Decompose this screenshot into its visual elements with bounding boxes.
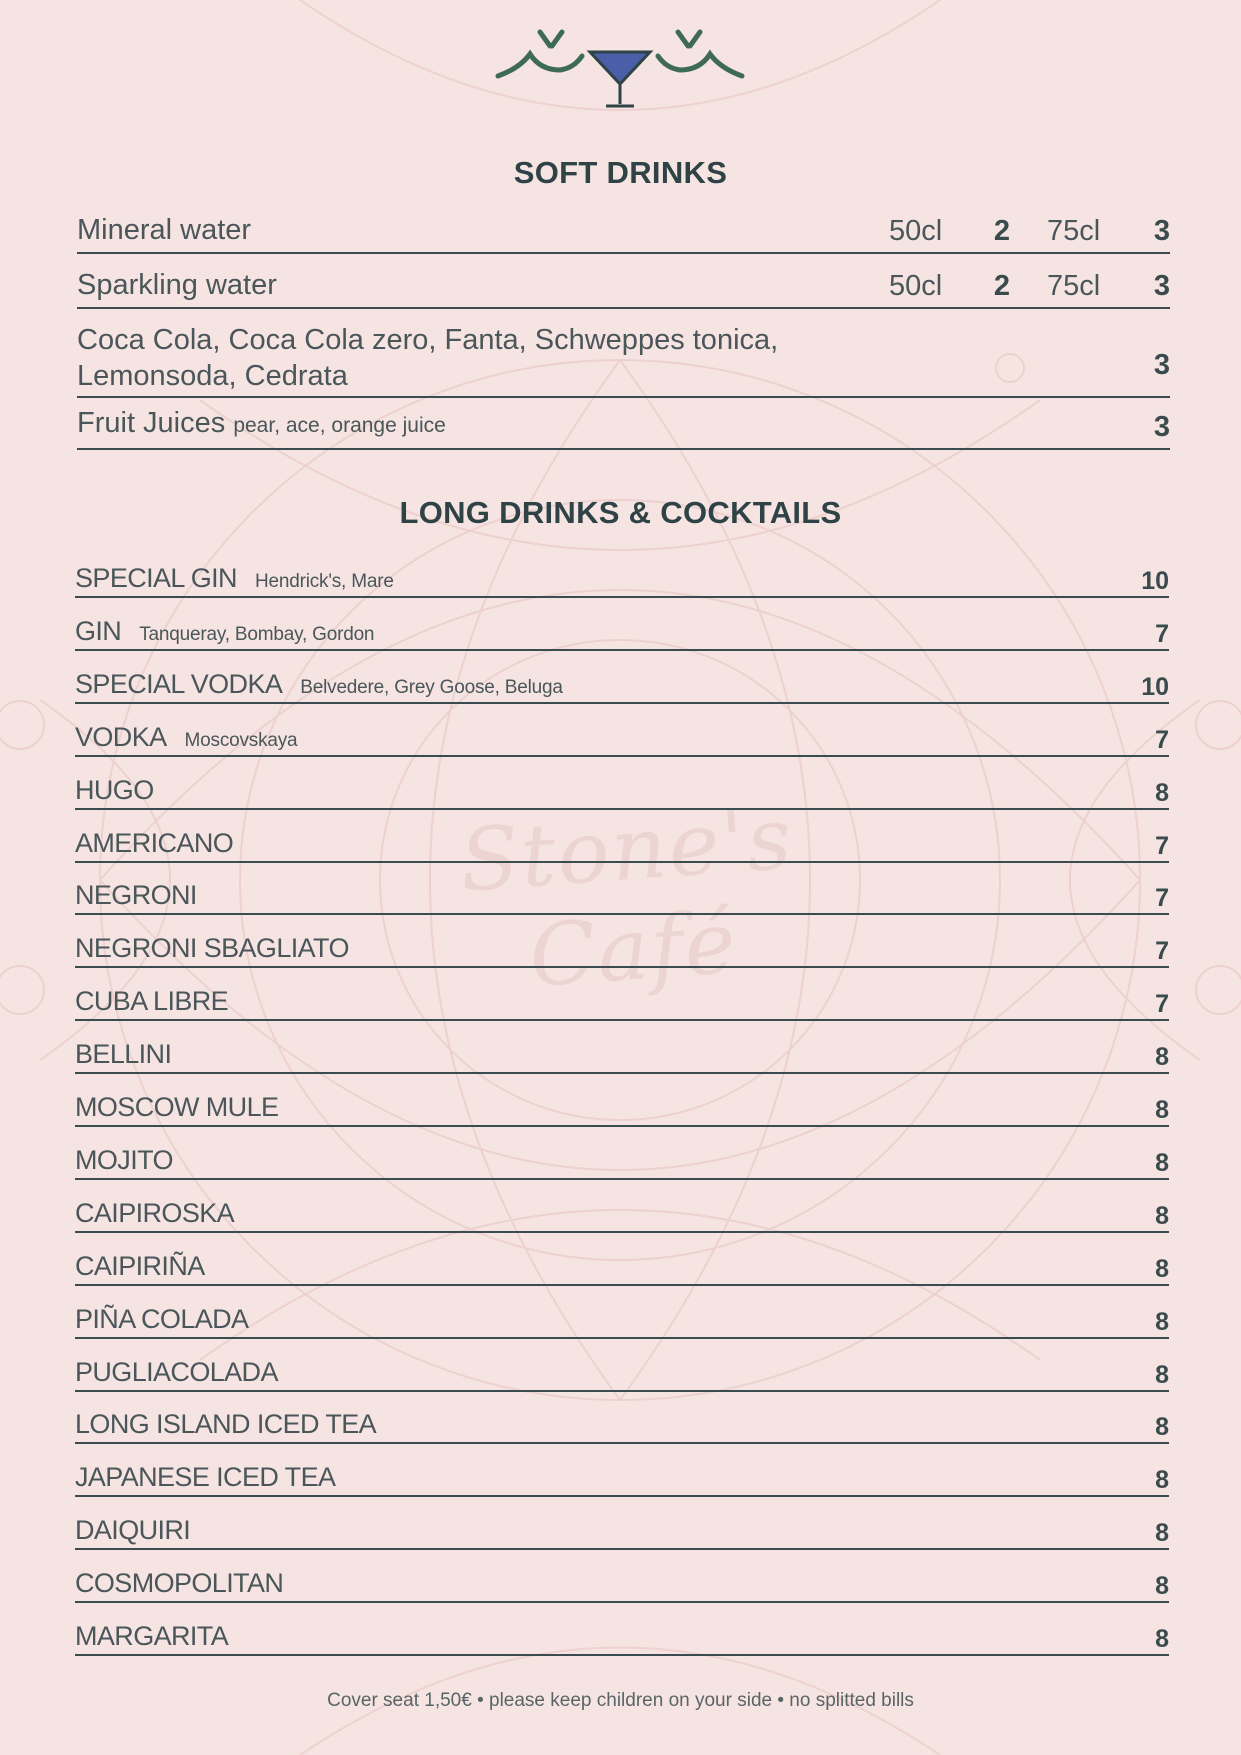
- drink-price: 7: [1155, 725, 1169, 754]
- drink-price: 8: [1155, 1625, 1169, 1653]
- drink-name: [75, 933, 349, 964]
- drink-row: [75, 1032, 1169, 1074]
- drink-price: 7: [1155, 619, 1169, 648]
- item-name-line2: Lemonsoda, Cedrata: [77, 360, 348, 392]
- menu-item-fruit-juices: [77, 408, 1170, 450]
- item-name: Sparkling water: [77, 269, 277, 301]
- item-price: 3: [1153, 349, 1170, 381]
- drink-price: 8: [1155, 1360, 1169, 1389]
- item-price: 3: [1153, 411, 1170, 443]
- menu-item-sparkling-water: [77, 265, 1170, 309]
- drink-price: 8: [1155, 1254, 1169, 1283]
- drink-name-text: CAIPIRIÑA: [75, 1250, 205, 1281]
- drink-price: 8: [1155, 1148, 1169, 1177]
- drink-row: [75, 1085, 1169, 1127]
- item-name: [77, 322, 778, 394]
- drink-name: [75, 1039, 171, 1070]
- drink-row: [75, 1508, 1169, 1550]
- drink-name-text: CUBA LIBRE: [75, 986, 229, 1017]
- drink-name: [75, 1462, 335, 1493]
- drink-price: 8: [1155, 778, 1169, 807]
- drink-price: 8: [1155, 1466, 1169, 1495]
- price-large: 3: [1153, 215, 1170, 247]
- drink-name-text: MOJITO: [75, 1144, 173, 1175]
- drink-price: 8: [1155, 1096, 1169, 1124]
- drink-row: [75, 609, 1169, 651]
- price-small: 2: [993, 270, 1011, 302]
- drink-name: [75, 1568, 283, 1599]
- drink-name: [75, 880, 197, 911]
- item-name-line1: Coca Cola, Coca Cola zero, Fanta, Schweppes tonica,: [77, 324, 779, 356]
- drink-name-text: PUGLIACOLADA: [75, 1356, 278, 1387]
- drink-description: Tanqueray, Bombay, Gordon: [139, 623, 375, 645]
- drink-row: [75, 556, 1169, 598]
- drink-name: [75, 1357, 278, 1388]
- item-note: pear, ace, orange juice: [233, 414, 446, 437]
- drink-name: [75, 1515, 190, 1546]
- drink-price: 8: [1155, 1307, 1169, 1336]
- drink-row: [75, 926, 1169, 968]
- drink-price: 10: [1141, 567, 1169, 595]
- drink-row: [75, 1402, 1169, 1444]
- item-name: Mineral water: [77, 214, 252, 246]
- drink-name: [75, 828, 233, 859]
- price-large: 3: [1153, 270, 1170, 302]
- drink-row: [75, 821, 1169, 863]
- drink-price: 7: [1155, 990, 1169, 1019]
- menu-item-mineral-water: [77, 210, 1170, 254]
- drink-name-text: HUGO: [75, 774, 154, 805]
- drink-row: [75, 1297, 1169, 1339]
- drink-price: 7: [1155, 884, 1169, 913]
- drink-name: [75, 1198, 234, 1229]
- size-large: 75cl: [1047, 215, 1101, 247]
- drink-name-text: CAIPIROSKA: [75, 1197, 235, 1228]
- drink-name: [75, 775, 154, 806]
- drink-row: [75, 1350, 1169, 1392]
- drink-price: 8: [1155, 1572, 1169, 1601]
- drink-name-text: COSMOPOLITAN: [75, 1568, 284, 1599]
- drink-name: [75, 563, 394, 594]
- size-large: 75cl: [1047, 270, 1101, 302]
- drink-row: [75, 715, 1169, 757]
- drink-row: [75, 1561, 1169, 1603]
- cafe-watermark: Stone's Café: [456, 788, 797, 1008]
- drink-price: 7: [1155, 831, 1169, 860]
- menu-item-soft-sodas: [77, 320, 1170, 398]
- section-title-soft-drinks: SOFT DRINKS: [513, 155, 728, 190]
- drink-name-text: MOSCOW MULE: [75, 1092, 279, 1122]
- drink-price: 8: [1155, 1413, 1169, 1442]
- footer-note: Cover seat 1,50€ • please keep children on your side • no splitted bills: [327, 1690, 914, 1711]
- drink-name-text: VODKA: [75, 721, 167, 752]
- drink-name: [75, 1251, 205, 1282]
- drink-name-text: PIÑA COLADA: [75, 1303, 249, 1334]
- drink-name-text: SPECIAL GIN: [75, 563, 237, 593]
- drink-name-text: JAPANESE ICED TEA: [75, 1462, 336, 1493]
- price-small: 2: [993, 215, 1011, 247]
- item-name-text: Fruit Juices: [77, 407, 226, 439]
- item-name: [77, 405, 446, 444]
- drink-name-text: LONG ISLAND ICED TEA: [75, 1409, 377, 1440]
- drink-name: [75, 1145, 173, 1176]
- drink-name-text: BELLINI: [75, 1039, 172, 1070]
- drink-name-text: DAIQUIRI: [75, 1515, 191, 1546]
- drink-name: [75, 986, 228, 1017]
- drink-description: Belvedere, Grey Goose, Beluga: [300, 676, 563, 698]
- drink-name-text: NEGRONI: [75, 880, 197, 911]
- drink-name-text: GIN: [75, 615, 122, 646]
- drink-price: 8: [1155, 1519, 1169, 1548]
- drink-row: [75, 1191, 1169, 1233]
- drink-row: [75, 873, 1169, 915]
- drink-name-text: NEGRONI SBAGLIATO: [75, 933, 349, 964]
- drink-row: [75, 768, 1169, 810]
- size-small: 50cl: [889, 270, 943, 302]
- drink-row: [75, 662, 1169, 704]
- drink-row: [75, 1244, 1169, 1286]
- drink-description: Moscovskaya: [184, 729, 298, 751]
- drink-name: [75, 616, 374, 647]
- drink-row: [75, 1455, 1169, 1497]
- drink-name: [75, 722, 297, 753]
- drink-name-text: AMERICANO: [75, 827, 234, 858]
- drink-price: 8: [1155, 1201, 1169, 1230]
- drink-price: 8: [1155, 1043, 1169, 1072]
- size-small: 50cl: [889, 215, 943, 247]
- drink-description: Hendrick's, Mare: [254, 571, 394, 592]
- cocktail-glass-logo: [490, 18, 750, 114]
- drink-row: [75, 1138, 1169, 1180]
- drink-price: 7: [1155, 937, 1169, 966]
- drink-row: [75, 979, 1169, 1021]
- drink-name-text: MARGARITA: [75, 1621, 229, 1651]
- drink-name: [75, 1621, 228, 1652]
- section-title-long-drinks: LONG DRINKS & COCKTAILS: [399, 495, 842, 530]
- drink-name: [75, 1409, 376, 1440]
- drink-name: [75, 669, 563, 700]
- drink-name: [75, 1092, 278, 1123]
- drink-name-text: SPECIAL VODKA: [75, 668, 283, 699]
- drink-name: [75, 1304, 248, 1335]
- drink-price: 10: [1141, 672, 1169, 701]
- drink-row: [75, 1614, 1169, 1656]
